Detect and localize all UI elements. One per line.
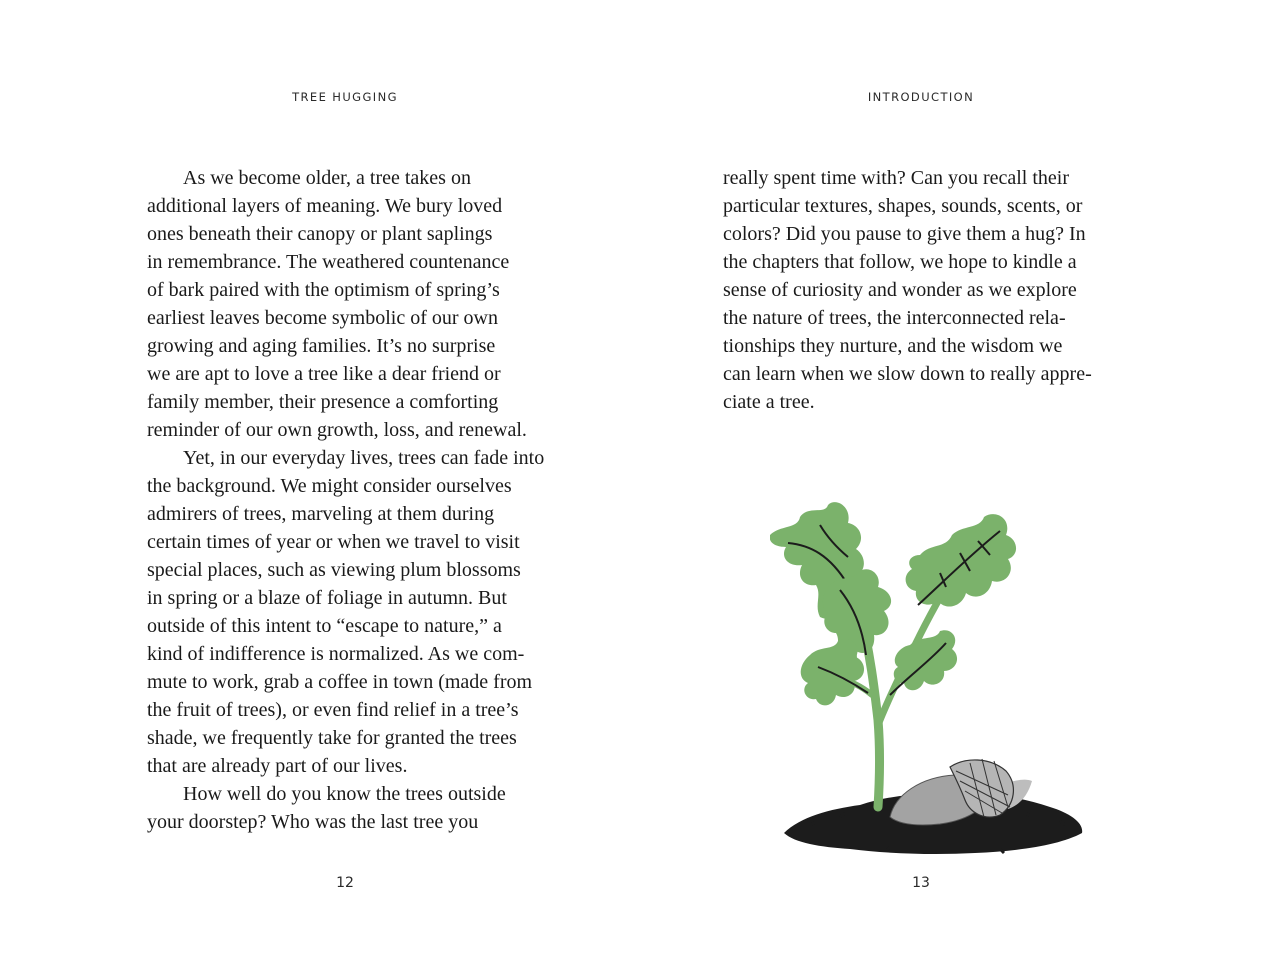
- text-line: kind of indifference is normalized. As we com-: [147, 643, 525, 665]
- text-line: really spent time with? Can you recall their: [723, 167, 1069, 189]
- text-line: earliest leaves become symbolic of our own: [147, 307, 498, 329]
- text-line: mute to work, grab a coffee in town (made from: [147, 671, 533, 693]
- text-line: tionships they nurture, and the wisdom we: [723, 335, 1063, 357]
- text-line: outside of this intent to “escape to nature,” a: [147, 615, 502, 637]
- text-line: ones beneath their canopy or plant saplings: [147, 223, 493, 245]
- text-line: reminder of our own growth, loss, and renewal.: [147, 419, 527, 441]
- text-line: in spring or a blaze of foliage in autumn. But: [147, 587, 507, 609]
- left-page-body: [147, 164, 552, 836]
- text-line: in remembrance. The weathered countenance: [147, 251, 510, 273]
- text-line: family member, their presence a comforting: [147, 391, 499, 413]
- page-number-left: 12: [336, 875, 354, 891]
- text-line: As we become older, a tree takes on: [183, 167, 471, 189]
- text-line: the background. We might consider ourselves: [147, 475, 512, 497]
- text-line: particular textures, shapes, sounds, scents, or: [723, 195, 1083, 217]
- running-head-right: INTRODUCTION: [867, 90, 975, 104]
- text-line: growing and aging families. It’s no surprise: [147, 335, 496, 357]
- running-head-left: TREE HUGGING: [292, 90, 398, 104]
- text-line: additional layers of meaning. We bury loved: [147, 195, 503, 217]
- oak-seedling-illustration: [770, 495, 1100, 865]
- text-line: the fruit of trees), or even find relief in a tree’s: [147, 699, 519, 721]
- text-line: Yet, in our everyday lives, trees can fade into: [183, 447, 545, 469]
- text-line: that are already part of our lives.: [147, 755, 408, 777]
- text-line: ciate a tree.: [723, 391, 815, 413]
- text-line: special places, such as viewing plum blossoms: [147, 559, 521, 581]
- text-line: the chapters that follow, we hope to kindle a: [723, 251, 1077, 273]
- text-line: sense of curiosity and wonder as we explore: [723, 279, 1077, 301]
- text-line: can learn when we slow down to really appre-: [723, 363, 1092, 385]
- text-line: shade, we frequently take for granted the trees: [147, 727, 517, 749]
- oak-leaf: [906, 514, 1016, 606]
- text-line: your doorstep? Who was the last tree you: [147, 811, 479, 833]
- text-line: colors? Did you pause to give them a hug? In: [723, 223, 1086, 245]
- text-line: How well do you know the trees outside: [183, 783, 506, 805]
- text-line: of bark paired with the optimism of spring’s: [147, 279, 500, 301]
- text-line: admirers of trees, marveling at them during: [147, 503, 495, 525]
- right-page-body: [723, 164, 1128, 416]
- page-number-right: 13: [912, 875, 930, 891]
- text-line: certain times of year or when we travel to visit: [147, 531, 520, 553]
- text-line: we are apt to love a tree like a dear friend or: [147, 363, 501, 385]
- text-line: the nature of trees, the interconnected rela-: [723, 307, 1066, 329]
